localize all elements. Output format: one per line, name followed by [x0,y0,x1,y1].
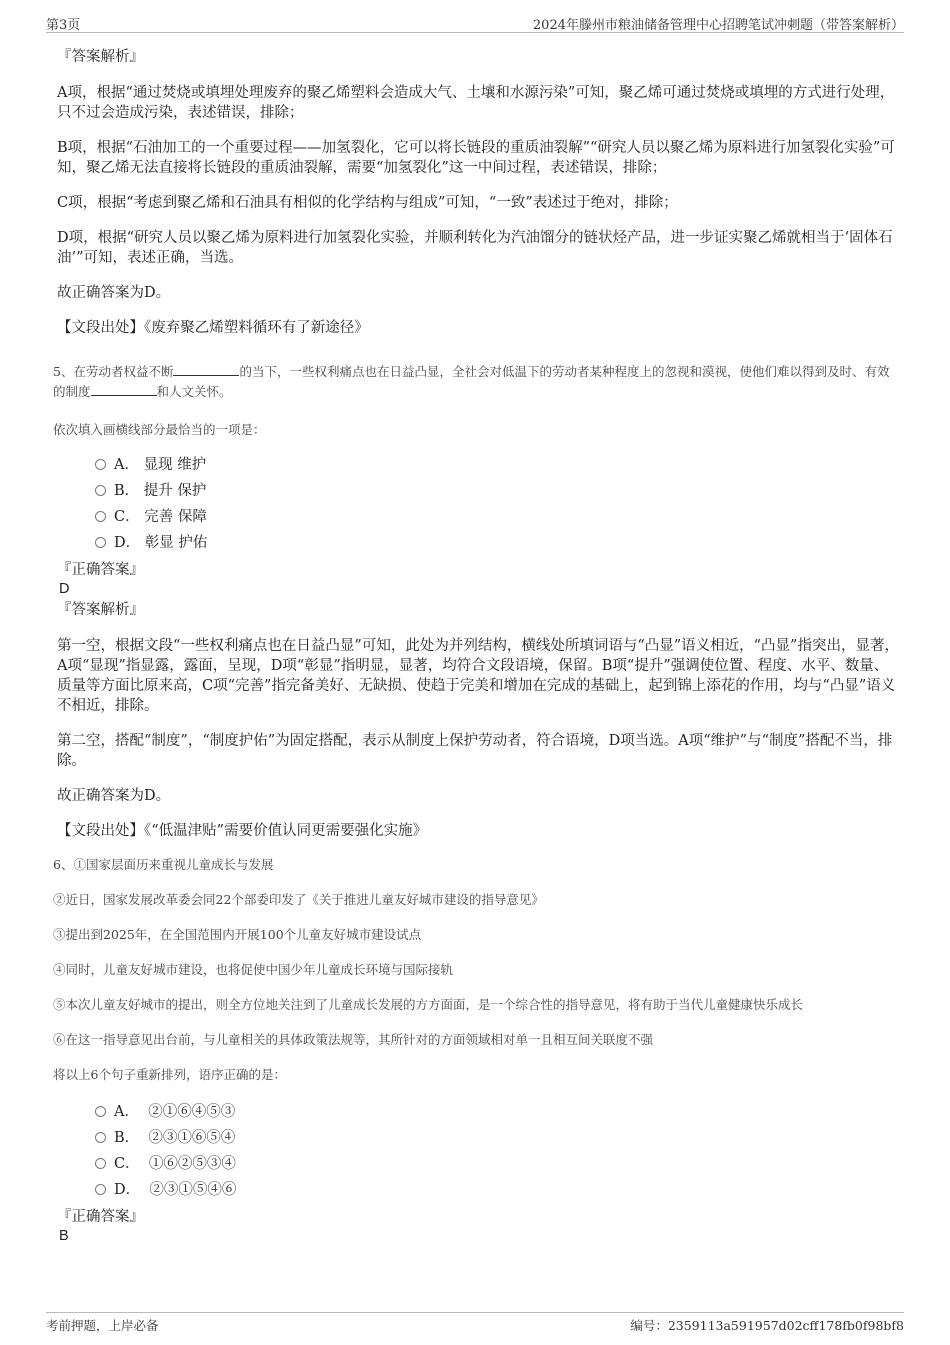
option-text: ②③①⑤④⑥ [149,1182,237,1198]
q5-option-b[interactable] [95,478,900,504]
option-letter: D． [114,1182,141,1198]
option-letter: B． [114,483,140,499]
radio-icon[interactable] [95,537,106,548]
q5-option-d[interactable] [95,530,900,556]
q4-analysis-tag: 『答案解析』 [57,49,144,65]
q5-source-tag: 【文段出处】 [57,823,144,839]
radio-icon[interactable] [95,1184,106,1195]
radio-icon[interactable] [95,1132,106,1143]
q6-answer: B [59,1228,69,1244]
radio-icon[interactable] [95,459,106,470]
q6-option-b[interactable] [95,1125,900,1151]
q4-analysis-a: A项，根据“通过焚烧或填埋处理废弃的聚乙烯塑料会造成大气、土壤和水源污染”可知，聚乙烯可通过焚烧或填埋的方式进行处理，只不过会造成污染，表述错误，排除； [57,85,895,121]
option-text: ②①⑥④⑤③ [148,1104,236,1120]
q5-options [57,452,900,556]
q5-stem-part-3: 和人文关怀。 [156,384,232,399]
q6-option-a[interactable] [95,1099,900,1125]
page-content [53,47,900,1247]
q5-analysis-1: 第一空，根据文段“一些权利痛点也在日益凸显”可知，此处为并列结构，横线处所填词语与“凸显”语义相近，“凸显”指突出，显著，A项“显现”指显露，露面，呈现，D项“彰显”指明显，显著，均符合文段语境，保留。B项“提升”强调使位置、程度、水平、数量、质量等方面比原来高，C项“完善”指完备美好、无缺损、使趋于完美和增加在完成的基础上，起到锦上添花的作用，均与“凸显”语义不相近，排除。 [57,638,899,714]
q4-source-tag: 【文段出处】 [57,320,144,336]
option-letter: A． [114,457,139,473]
q6-sentence-4: ④同时，儿童友好城市建设，也将促使中国少年儿童成长环境与国际接轨 [53,962,454,977]
q6-option-c[interactable] [95,1151,900,1177]
option-text: 显现 维护 [143,457,207,473]
option-text: 提升 保护 [143,483,207,499]
q5-conclusion: 故正确答案为D。 [57,788,171,804]
q6-instruction: 将以上6个句子重新排列，语序正确的是： [53,1067,286,1082]
q6-sentence-2: ②近日，国家发展改革委会同22个部委印发了《关于推进儿童友好城市建设的指导意见》 [53,892,544,907]
q4-analysis-d: D项，根据“研究人员以聚乙烯为原料进行加氢裂化实验，并顺利转化为汽油馏分的链状烃产品，进一步证实聚乙烯就相当于‘固体石油’”可知，表述正确，当选。 [57,230,893,266]
q5-source [57,821,900,841]
option-letter: D． [114,535,141,551]
q5-blank-2 [91,382,157,396]
option-text: ②③①⑥⑤④ [148,1130,236,1146]
q6-sentence-6: ⑥在这一指导意见出台前，与儿童相关的具体政策法规等，其所针对的方面领域相对单一且相互间关联度不强 [53,1032,654,1047]
q5-stem [53,362,900,402]
q6-answer-tag: 『正确答案』 [57,1209,144,1225]
q4-conclusion: 故正确答案为D。 [57,285,171,301]
q5-blank-1 [173,362,239,376]
q4-analysis-c: C项，根据“考虑到聚乙烯和石油具有相似的化学结构与组成”可知，“一致”表述过于绝对，排除； [57,195,678,211]
q5-analysis-tag: 『答案解析』 [57,602,144,618]
page-footer [46,1312,904,1333]
option-letter: C． [114,1156,140,1172]
radio-icon[interactable] [95,511,106,522]
q4-source-title: 《废弃聚乙烯塑料循环有了新途径》 [144,320,369,336]
q5-answer: D [59,581,70,597]
option-letter: B． [114,1130,140,1146]
q4-analysis-b: B项，根据“石油加工的一个重要过程——加氢裂化，它可以将长链段的重质油裂解”“研究人员以聚乙烯为原料进行加氢裂化实验”可知，聚乙烯无法直接将长链段的重质油裂解，需要“加氢裂化”这一中间过程，表述错误，排除； [57,140,895,176]
q6-sentence-5: ⑤本次儿童友好城市的提出，则全方位地关注到了儿童成长发展的方方面面，是一个综合性的指导意见，将有助于当代儿童健康快乐成长 [53,997,804,1012]
q5-option-a[interactable] [95,452,900,478]
q5-stem-part-2: 的当下，一些权利痛点也在日益凸显，全社会对低温下的劳动者某种程度上的忽视和漠视，使他们难以得到及时、有效的制度 [53,364,890,399]
document-title: 2024年滕州市粮油储备管理中心招聘笔试冲刺题（带答案解析） [532,18,904,33]
q5-stem-part-1: 5、在劳动者权益不断 [53,364,174,379]
q4-source [57,318,900,338]
radio-icon[interactable] [95,1158,106,1169]
option-letter: C． [114,509,140,525]
radio-icon[interactable] [95,1106,106,1117]
q6-sentence-3: ③提出到2025年，在全国范围内开展100个儿童友好城市建设试点 [53,927,422,942]
option-text: 完善 保障 [144,509,207,525]
footer-slogan: 考前押题，上岸必备 [46,1318,159,1333]
q6-option-d[interactable] [95,1177,900,1203]
q5-answer-tag: 『正确答案』 [57,562,144,578]
q5-analysis-2: 第二空，搭配“制度”，“制度护佑”为固定搭配，表示从制度上保护劳动者，符合语境，D项当选。A项“维护”与“制度”搭配不当，排除。 [57,733,893,769]
option-letter: A． [114,1104,139,1120]
page-header [46,12,904,33]
q5-option-c[interactable] [95,504,900,530]
page-number: 第3页 [46,18,81,33]
q6-sentence-1: 6、①国家层面历来重视儿童成长与发展 [53,857,274,872]
radio-icon[interactable] [95,485,106,496]
q5-instruction: 依次填入画横线部分最恰当的一项是： [53,422,266,437]
q6-options [57,1099,900,1203]
option-text: 彰显 护佑 [144,535,208,551]
document-id: 编号：2359113a591957d02cff178fb0f98bf8 [630,1318,904,1333]
option-text: ①⑥②⑤③④ [148,1156,236,1172]
q5-source-title: 《“低温津贴”需要价值认同更需要强化实施》 [144,823,428,839]
